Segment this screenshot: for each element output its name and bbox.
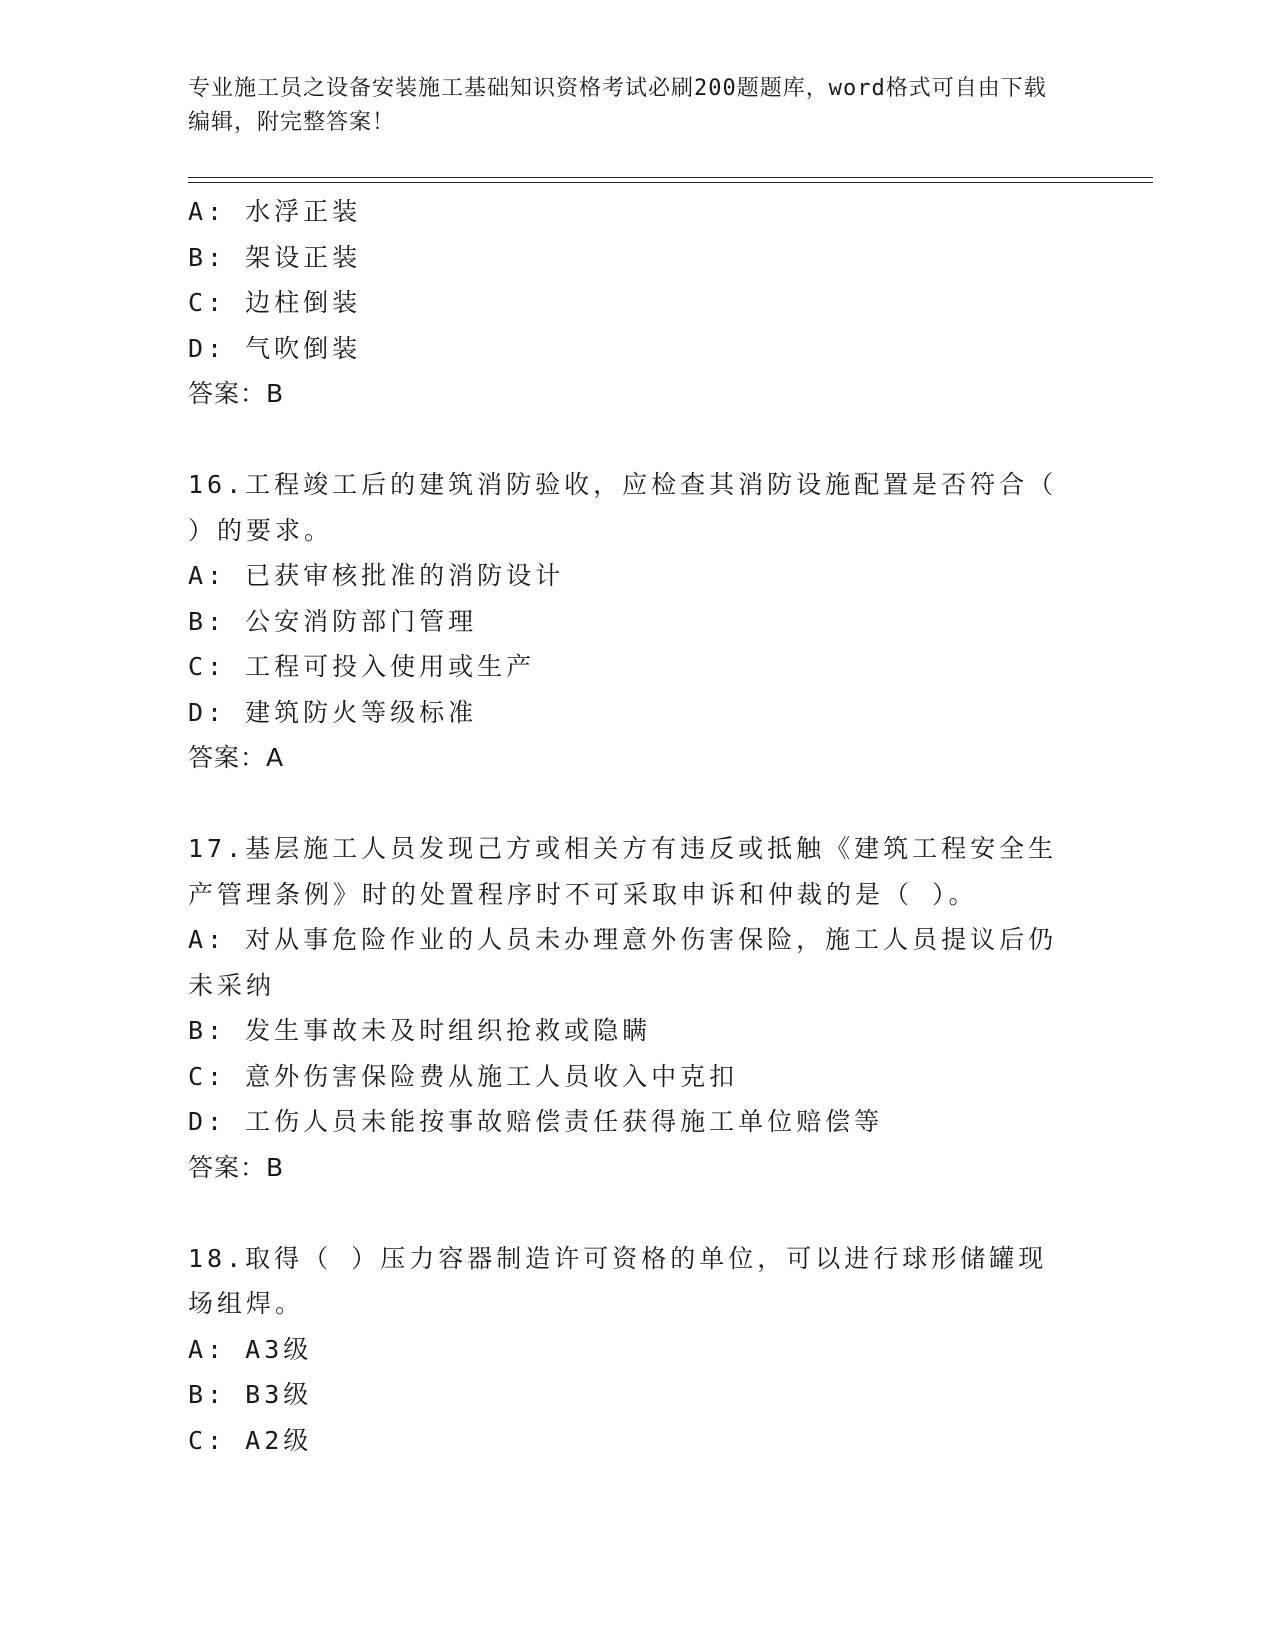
question-block: [188, 1236, 1088, 1464]
option-b: B: 公安消防部门管理: [188, 606, 478, 636]
option-d: D: 建筑防火等级标准: [188, 697, 478, 727]
option-a: A: 已获审核批准的消防设计: [188, 561, 565, 590]
question-text: 16.工程竣工后的建筑消防验收，应检查其消防设施配置是否符合（ ）的要求。: [188, 470, 1058, 545]
option-a: A: 水浮正装: [188, 197, 362, 226]
option-c: C: 边柱倒装: [188, 288, 362, 317]
question-list: [188, 189, 1088, 1463]
option-c: C: 工程可投入使用或生产: [188, 652, 536, 681]
document-header: 专业施工员之设备安装施工基础知识资格考试必刷200题题库，word格式可自由下载编辑，附完整答案！: [188, 76, 1047, 135]
option-b: B: 架设正装: [188, 242, 362, 272]
option-a: A: 对从事危险作业的人员未办理意外伤害保险，施工人员提议后仍未采纳: [188, 925, 1058, 1000]
spacer: [188, 1190, 1088, 1236]
question-block: [188, 826, 1088, 1190]
answer-label: 答案：B: [188, 379, 285, 408]
option-b: B: 发生事故未及时组织抢救或隐瞒: [188, 1016, 652, 1045]
question-text: 18.取得（ ）压力容器制造许可资格的单位，可以进行球形储罐现场组焊。: [188, 1243, 1048, 1318]
spacer: [188, 781, 1088, 827]
question-text: 17.基层施工人员发现己方或相关方有违反或抵触《建筑工程安全生产管理条例》时的处置程序时不可采取申诉和仲裁的是（ ）。: [188, 834, 1058, 909]
header-divider-bottom: [188, 182, 1153, 183]
question-block: [188, 462, 1088, 781]
option-d: D: 气吹倒装: [188, 333, 362, 363]
answer-label: 答案：A: [188, 743, 285, 772]
answer-label: 答案：B: [188, 1152, 285, 1182]
option-c: C: A2级: [188, 1425, 313, 1455]
option-c: C: 意外伤害保险费从施工人员收入中克扣: [188, 1061, 739, 1091]
option-b: B: B3级: [188, 1380, 313, 1409]
question-block: [188, 189, 1088, 417]
header-divider-top: [188, 177, 1153, 178]
spacer: [188, 417, 1088, 463]
option-a: A: A3级: [188, 1334, 313, 1364]
option-d: D: 工伤人员未能按事故赔偿责任获得施工单位赔偿等: [188, 1107, 884, 1136]
